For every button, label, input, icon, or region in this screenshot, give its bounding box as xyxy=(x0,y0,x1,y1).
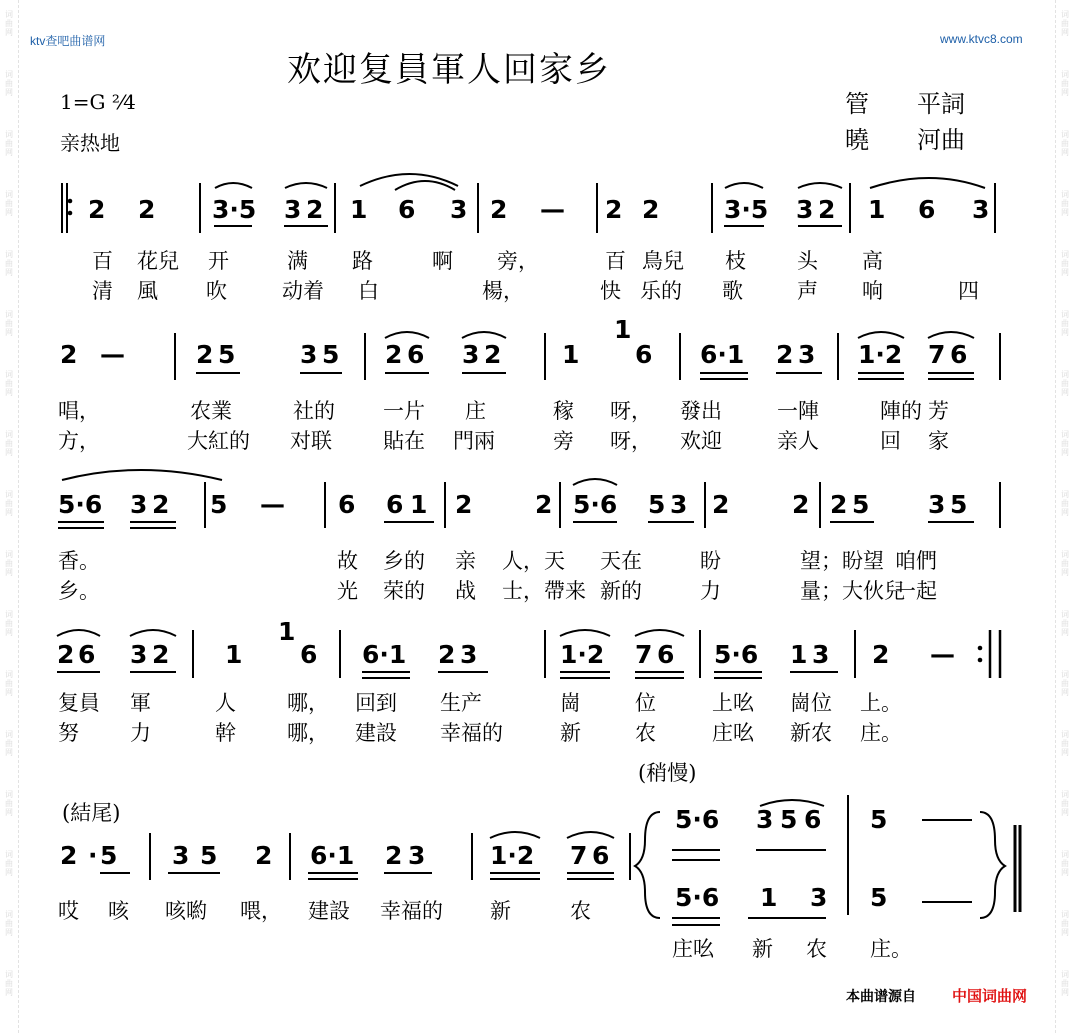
jianpu-note: 5 xyxy=(322,340,340,369)
lyric-verse-1: 稼 xyxy=(553,399,574,423)
jianpu-note: 6 xyxy=(300,640,318,669)
lyric-ending: 建設 xyxy=(308,899,350,923)
lyric-verse-2: 清 xyxy=(92,279,113,303)
lyric-verse-1: 开 xyxy=(208,249,229,273)
jianpu-note: 6 xyxy=(386,490,404,519)
margin-watermark: 词曲网 xyxy=(1061,850,1069,877)
lyric-verse-2: 家 xyxy=(928,429,949,453)
jianpu-note: 2 xyxy=(152,640,170,669)
jianpu-note: 7 xyxy=(570,841,588,870)
composer-credit: 曉 河曲 xyxy=(845,126,965,154)
lyric-verse-1: 咱們 xyxy=(895,549,937,573)
lyric-verse-1: 人 xyxy=(215,691,236,715)
lyric-final: 庄。 xyxy=(870,937,912,961)
jianpu-note: 2 xyxy=(712,490,730,519)
jianpu-note-upper: 5·6 xyxy=(675,805,720,834)
jianpu-note: 6 xyxy=(950,340,968,369)
margin-watermark: 词曲网 xyxy=(5,970,13,997)
lyric-verse-1: 生产 xyxy=(440,691,482,715)
jianpu-note: 2 xyxy=(792,490,810,519)
lyric-verse-1: 鳥兒 xyxy=(642,249,684,273)
lyric-verse-2: 四 xyxy=(958,279,979,303)
margin-watermark: 词曲网 xyxy=(5,370,13,397)
jianpu-note: 3 xyxy=(300,340,318,369)
jianpu-note-lower: 3 xyxy=(810,883,828,912)
lyric-verse-1: 花兒 xyxy=(137,249,179,273)
jianpu-note: 2 xyxy=(138,195,156,224)
jianpu-note: 2 xyxy=(830,490,848,519)
margin-watermark: 词曲网 xyxy=(1061,490,1069,517)
lyric-verse-1: 發出 xyxy=(680,399,722,423)
margin-watermark: 词曲网 xyxy=(1061,250,1069,277)
lyric-verse-2: 新农 xyxy=(790,721,832,745)
slurs-system-3 xyxy=(62,470,617,485)
lyric-verse-2: 白 xyxy=(358,279,379,303)
jianpu-note: 2 xyxy=(385,841,403,870)
lyric-verse-2: 幸福的 xyxy=(440,721,503,745)
jianpu-note: 6 xyxy=(657,640,675,669)
lyric-verse-2: 哪， xyxy=(287,721,329,745)
lyric-verse-2: 声 xyxy=(797,279,818,303)
margin-watermark: 词曲网 xyxy=(5,250,13,277)
lyric-verse-2: 庄。 xyxy=(860,721,902,745)
jianpu-note: 1·2 xyxy=(858,340,903,369)
margin-watermark: 词曲网 xyxy=(1061,610,1069,637)
jianpu-note: 3 xyxy=(130,640,148,669)
jianpu-note: 2 xyxy=(60,340,78,369)
jianpu-note: — xyxy=(260,490,285,519)
lyric-verse-2: 力 xyxy=(700,579,721,603)
lyric-verse-2: 旁 xyxy=(553,429,574,453)
margin-watermark: 词曲网 xyxy=(5,610,13,637)
jianpu-note: 5·6 xyxy=(573,490,618,519)
lyric-verse-2: 乐的 xyxy=(640,279,682,303)
margin-watermark: 词曲网 xyxy=(1061,190,1069,217)
jianpu-note: 2 xyxy=(642,195,660,224)
lyric-verse-1: 庄 xyxy=(465,399,486,423)
lyric-verse-1: 高 xyxy=(862,249,883,273)
jianpu-note: 1·2 xyxy=(490,841,535,870)
margin-watermark: 词曲网 xyxy=(1061,910,1069,937)
jianpu-note: 6·1 xyxy=(310,841,355,870)
jianpu-note: 1 xyxy=(410,490,428,519)
lyric-verse-2: 乡。 xyxy=(58,579,100,603)
jianpu-note: 1 xyxy=(868,195,886,224)
site-name-left: ktv查吧曲谱网 xyxy=(30,34,106,48)
lyric-verse-2: 吹 xyxy=(206,279,227,303)
jianpu-note: — xyxy=(540,195,565,224)
lyric-verse-1: 啊 xyxy=(432,249,453,273)
margin-watermark: 词曲网 xyxy=(5,910,13,937)
lyric-ending: 咳喲 xyxy=(165,899,207,923)
lyric-verse-1: 回到 xyxy=(355,691,397,715)
jianpu-note: 6 xyxy=(918,195,936,224)
jianpu-note: 2 xyxy=(455,490,473,519)
margin-watermark: 词曲网 xyxy=(5,190,13,217)
lyric-ending: 哎 xyxy=(58,899,79,923)
lyric-verse-2: 門兩 xyxy=(453,429,495,453)
lyric-verse-2: 光 xyxy=(337,579,358,603)
lyric-verse-2: 快 xyxy=(600,279,621,303)
lyric-ending: 喂， xyxy=(240,899,282,923)
lyric-verse-1: 旁， xyxy=(497,249,539,273)
beams-system-4 xyxy=(57,672,838,678)
lyric-verse-1: 陣的 xyxy=(880,399,922,423)
lyric-ending: 农 xyxy=(570,899,591,923)
jianpu-note: 2 xyxy=(306,195,324,224)
margin-watermark: 词曲网 xyxy=(1061,550,1069,577)
jianpu-note: 3 xyxy=(450,195,468,224)
lyric-verse-2: 一起 xyxy=(895,579,937,603)
margin-watermark: 词曲网 xyxy=(5,490,13,517)
jianpu-note: · xyxy=(88,841,98,870)
lyric-ending: 新 xyxy=(490,899,511,923)
lyric-verse-2: 呀， xyxy=(610,429,652,453)
jianpu-note-lower: 5 xyxy=(870,883,888,912)
jianpu-note: 2 xyxy=(818,195,836,224)
jianpu-note: 3 xyxy=(130,490,148,519)
margin-watermark: 词曲网 xyxy=(5,790,13,817)
tempo-change-label: (稍慢) xyxy=(638,761,697,785)
lyric-final: 新 xyxy=(752,937,773,961)
jianpu-note: 3 xyxy=(460,640,478,669)
lyric-verse-2: 亲人 xyxy=(777,429,819,453)
jianpu-note: 5 xyxy=(100,841,118,870)
lyric-verse-2: 新 xyxy=(560,721,581,745)
margin-watermark: 词曲网 xyxy=(5,670,13,697)
site-name-right: www.ktvc8.com xyxy=(940,32,1023,46)
jianpu-note-lower: 5·6 xyxy=(675,883,720,912)
jianpu-note: 6 xyxy=(78,640,96,669)
jianpu-note: 2 xyxy=(776,340,794,369)
lyric-verse-1: 上吆 xyxy=(712,691,754,715)
lyric-verse-2: 楊， xyxy=(482,279,524,303)
jianpu-note-upper: 6 xyxy=(804,805,822,834)
margin-watermark: 词曲网 xyxy=(5,550,13,577)
lyric-verse-1: 百 xyxy=(92,249,113,273)
jianpu-note: 2 xyxy=(88,195,106,224)
jianpu-note: 2 xyxy=(484,340,502,369)
margin-watermark: 词曲网 xyxy=(5,430,13,457)
margin-watermark: 词曲网 xyxy=(1061,130,1069,157)
margin-watermark: 词曲网 xyxy=(5,730,13,757)
margin-watermark: 词曲网 xyxy=(1061,310,1069,337)
jianpu-note-upper: 5 xyxy=(780,805,798,834)
jianpu-note: 3·5 xyxy=(724,195,769,224)
song-title: 欢迎复員軍人回家乡 xyxy=(287,50,611,90)
jianpu-note: 1 xyxy=(350,195,368,224)
jianpu-note: 6·1 xyxy=(362,640,407,669)
jianpu-note: 5 xyxy=(218,340,236,369)
beams-ending xyxy=(100,873,614,879)
jianpu-note: 5·6 xyxy=(714,640,759,669)
margin-watermark: 词曲网 xyxy=(5,130,13,157)
repeat-end-barline xyxy=(990,630,1000,678)
jianpu-note: 3 xyxy=(284,195,302,224)
jianpu-note: 1 xyxy=(790,640,808,669)
jianpu-note: 6 xyxy=(592,841,610,870)
key-signature: 1=G ²⁄4 xyxy=(60,90,136,114)
margin-watermark: 词曲网 xyxy=(1061,730,1069,757)
lyric-ending: 咳 xyxy=(108,899,129,923)
lyric-verse-1: 亲 xyxy=(455,549,476,573)
jianpu-note: 6 xyxy=(635,340,653,369)
jianpu-note: 7 xyxy=(635,640,653,669)
lyric-verse-2: 动着 xyxy=(282,279,324,303)
lyric-verse-1: 人，天 xyxy=(502,549,565,573)
jianpu-note: 2 xyxy=(255,841,273,870)
lyric-verse-2: 貼在 xyxy=(383,429,425,453)
jianpu-note: 5 xyxy=(852,490,870,519)
lyric-verse-1: 故 xyxy=(337,549,358,573)
lyric-verse-1: 一陣 xyxy=(777,399,819,423)
margin-watermark: 词曲网 xyxy=(5,850,13,877)
lyric-verse-1: 呀， xyxy=(610,399,652,423)
grace-note: 1 xyxy=(278,617,296,646)
lyric-verse-1: 香。 xyxy=(58,549,100,573)
jianpu-note: 2 xyxy=(490,195,508,224)
lyric-verse-2: 風 xyxy=(137,279,158,303)
lyric-verse-2: 农 xyxy=(635,721,656,745)
lyric-verse-1: 枝 xyxy=(725,249,746,273)
slurs-system-1 xyxy=(215,174,985,190)
lyric-verse-1: 望；盼望 xyxy=(800,549,884,573)
jianpu-note: 1·2 xyxy=(560,640,605,669)
beams-system-3 xyxy=(58,522,974,528)
jianpu-note: 2 xyxy=(60,841,78,870)
beams-system-2 xyxy=(196,373,974,379)
slurs-system-4 xyxy=(57,630,684,636)
lyric-verse-2: 建設 xyxy=(355,721,397,745)
jianpu-note-upper: 3 xyxy=(756,805,774,834)
margin-watermark: 词曲网 xyxy=(1061,370,1069,397)
lyric-verse-1: 天在 xyxy=(600,549,642,573)
lyric-verse-2: 努 xyxy=(58,721,79,745)
jianpu-note: 3·5 xyxy=(212,195,257,224)
lyric-verse-1: 满 xyxy=(287,249,308,273)
jianpu-note: 5 xyxy=(648,490,666,519)
margin-watermark: 词曲网 xyxy=(1061,670,1069,697)
lyric-verse-1: 軍 xyxy=(130,691,151,715)
lyric-verse-1: 农業 xyxy=(190,399,232,423)
jianpu-note: 6·1 xyxy=(700,340,745,369)
jianpu-note-lower: 1 xyxy=(760,883,778,912)
margin-watermark: 词曲网 xyxy=(1061,70,1069,97)
lyric-verse-2: 幹 xyxy=(215,721,236,745)
lyric-verse-1: 百 xyxy=(605,249,626,273)
lyric-verse-2: 新的 xyxy=(600,579,642,603)
margin-watermark: 词曲网 xyxy=(1061,430,1069,457)
lyric-verse-1: 一片 xyxy=(383,399,425,423)
footer-source-label: 本曲谱源自 xyxy=(846,989,916,1005)
lyric-verse-2: 士，帶来 xyxy=(502,579,586,603)
jianpu-note-upper: 5 xyxy=(870,805,888,834)
jianpu-note: 6 xyxy=(338,490,356,519)
lyric-verse-2: 力 xyxy=(130,721,151,745)
lyric-verse-1: 崗位 xyxy=(790,691,832,715)
lyric-final: 农 xyxy=(806,937,827,961)
jianpu-note: 3 xyxy=(812,640,830,669)
lyric-verse-2: 大紅的 xyxy=(187,429,250,453)
jianpu-note: 6 xyxy=(398,195,416,224)
ending-label: (結尾) xyxy=(62,801,121,825)
lyric-ending: 幸福的 xyxy=(380,899,443,923)
jianpu-note: 5 xyxy=(210,490,228,519)
jianpu-note: 3 xyxy=(172,841,190,870)
margin-watermark: 词曲网 xyxy=(1061,970,1069,997)
jianpu-note: 5·6 xyxy=(58,490,103,519)
jianpu-note: 3 xyxy=(972,195,990,224)
margin-watermark: 词曲网 xyxy=(5,310,13,337)
repeat-start-barline xyxy=(62,183,67,233)
jianpu-note: 5 xyxy=(950,490,968,519)
lyric-verse-2: 战 xyxy=(455,579,476,603)
expression-marking: 亲热地 xyxy=(60,131,120,155)
final-barline xyxy=(1015,825,1020,912)
lyric-verse-2: 歌 xyxy=(722,279,743,303)
slurs-ending xyxy=(490,832,614,838)
lyric-verse-1: 芳 xyxy=(928,399,949,423)
jianpu-note: 2 xyxy=(57,640,75,669)
jianpu-note: 3 xyxy=(670,490,688,519)
lyric-verse-1: 头 xyxy=(797,249,818,273)
jianpu-note: — xyxy=(100,340,125,369)
jianpu-note: 2 xyxy=(152,490,170,519)
final-brace xyxy=(980,812,1005,918)
jianpu-note: 6 xyxy=(407,340,425,369)
jianpu-note: 3 xyxy=(408,841,426,870)
ending-brace xyxy=(635,812,660,918)
lyric-verse-2: 对联 xyxy=(290,429,332,453)
lyric-verse-2: 荣的 xyxy=(383,579,425,603)
lyric-verse-1: 哪， xyxy=(287,691,329,715)
jianpu-note: 2 xyxy=(872,640,890,669)
lyric-verse-1: 复員 xyxy=(58,691,100,715)
lyricist-credit: 管 平詞 xyxy=(845,90,965,118)
lyric-verse-1: 上。 xyxy=(860,691,902,715)
jianpu-note: 3 xyxy=(462,340,480,369)
jianpu-note: 2 xyxy=(605,195,623,224)
jianpu-note: 1 xyxy=(562,340,580,369)
lyric-verse-2: 响 xyxy=(862,279,883,303)
jianpu-note: 3 xyxy=(928,490,946,519)
lyric-verse-1: 崗 xyxy=(560,691,581,715)
lyric-verse-1: 乡的 xyxy=(383,549,425,573)
margin-watermark: 词曲网 xyxy=(5,70,13,97)
lyric-verse-1: 唱， xyxy=(58,399,100,423)
jianpu-note: 2 xyxy=(196,340,214,369)
lyric-verse-1: 位 xyxy=(635,691,656,715)
grace-note: 1 xyxy=(614,315,632,344)
lyric-verse-1: 盼 xyxy=(700,549,721,573)
lyric-verse-2: 量；大伙兒 xyxy=(800,579,905,603)
jianpu-note: 7 xyxy=(928,340,946,369)
margin-watermark: 词曲网 xyxy=(1061,790,1069,817)
margin-watermark: 词曲网 xyxy=(1061,10,1069,37)
jianpu-note: 2 xyxy=(535,490,553,519)
jianpu-note: 1 xyxy=(225,640,243,669)
ending-held-dashes xyxy=(922,820,972,902)
jianpu-note: 3 xyxy=(796,195,814,224)
jianpu-note: — xyxy=(930,640,955,669)
jianpu-note: 2 xyxy=(385,340,403,369)
lyric-verse-2: 欢迎 xyxy=(680,429,722,453)
lyric-verse-2: 回 xyxy=(880,429,901,453)
lyric-verse-2: 庄吆 xyxy=(712,721,754,745)
jianpu-note: 5 xyxy=(200,841,218,870)
lyric-verse-1: 路 xyxy=(352,249,373,273)
footer-brand: 中国词曲网 xyxy=(952,987,1028,1005)
jianpu-note: 2 xyxy=(438,640,456,669)
jianpu-note: 3 xyxy=(798,340,816,369)
lyric-final: 庄吆 xyxy=(672,937,714,961)
margin-watermark: 词曲网 xyxy=(5,10,13,37)
lyric-verse-2: 方， xyxy=(58,429,100,453)
lyric-verse-1: 社的 xyxy=(293,399,335,423)
